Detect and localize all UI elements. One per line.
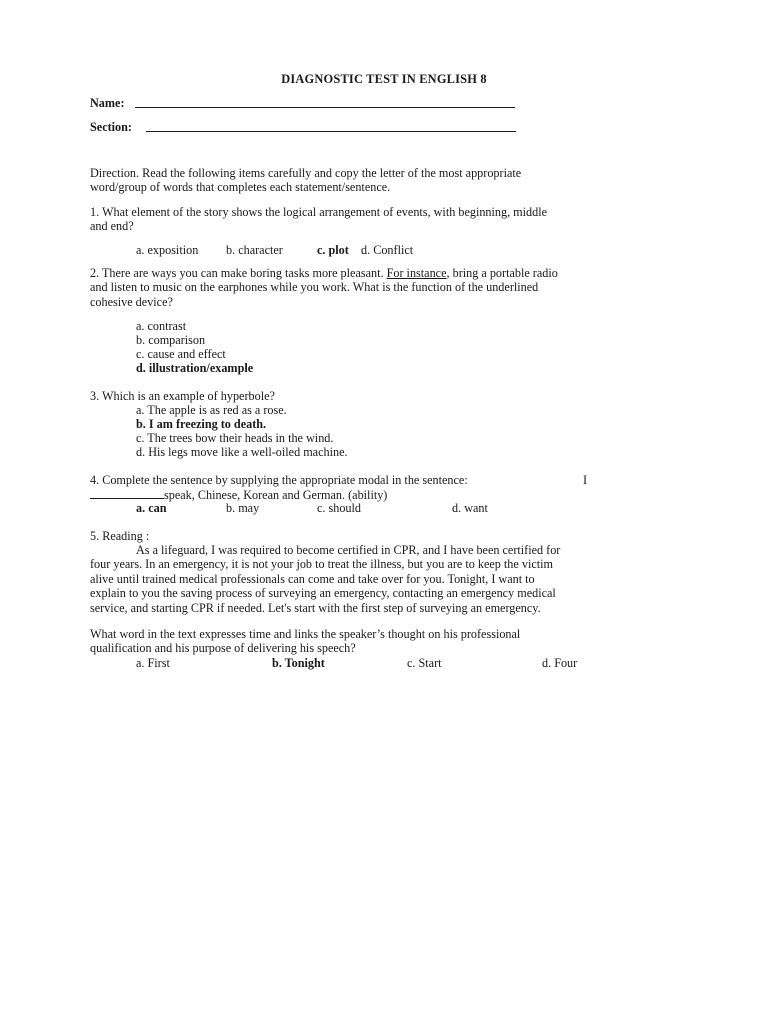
question-5-label: 5. Reading : — [90, 529, 150, 543]
q1-option-c: c. plot — [317, 243, 349, 257]
name-label: Name: — [90, 96, 125, 110]
question-3: 3. Which is an example of hyperbole? — [90, 389, 275, 403]
q2-underlined-device: For instance — [386, 266, 447, 280]
question-1-line: 1. What element of the story shows the logical arrangement of events, with beginning, middle — [90, 205, 548, 219]
name-blank-line — [135, 107, 515, 108]
section-blank-line — [146, 131, 516, 132]
passage-line: alive until trained medical professionals can come and take over for you. Tonight, I want to — [90, 571, 535, 586]
q5-option-d: d. Four — [542, 656, 578, 670]
q3-option-b: b. I am freezing to death. — [136, 417, 267, 431]
passage-line: explain to you the saving process of surveying an emergency, contacting an emergency medical — [90, 586, 556, 601]
passage-line: four years. In an emergency, it is not your job to treat the illness, but you are to keep the victim — [90, 557, 553, 572]
question-5-line: qualification and his purpose of delivering his speech? — [90, 641, 356, 656]
question-2-line — [90, 266, 650, 280]
direction-line: word/group of words that completes each statement/sentence. — [90, 180, 391, 195]
question-5 — [90, 627, 650, 656]
q2-text: 2. There are ways you can make boring tasks more pleasant. — [90, 266, 387, 280]
question-4: 4. Complete the sentence by supplying the appropriate modal in the sentence: — [90, 473, 468, 487]
section-label: Section: — [90, 120, 132, 134]
question-2-line: cohesive device? — [90, 294, 173, 309]
q1-option-b: b. character — [226, 243, 283, 257]
q4-option-b: b. may — [226, 501, 260, 515]
question-4-subject: I — [583, 473, 588, 487]
q2-option-a: a. contrast — [136, 319, 187, 333]
q4-option-c: c. should — [317, 501, 362, 515]
answer-blank — [90, 487, 164, 499]
q4-option-a: a. can — [136, 501, 167, 515]
q1-option-a: a. exposition — [136, 243, 199, 257]
question-2 — [90, 266, 650, 309]
q5-option-c: c. Start — [407, 656, 442, 670]
q3-option-d: d. His legs move like a well-oiled machine. — [136, 445, 348, 459]
page-title: DIAGNOSTIC TEST IN ENGLISH 8 — [281, 72, 487, 86]
q5-option-a: a. First — [136, 656, 170, 670]
passage-line: service, and starting CPR if needed. Let's start with the first step of surveying an emergency. — [90, 600, 541, 615]
q2-option-d: d. illustration/example — [136, 361, 254, 375]
q4-option-d: d. want — [452, 501, 488, 515]
q3-option-c: c. The trees bow their heads in the wind. — [136, 431, 334, 445]
question-1-line: and end? — [90, 219, 134, 234]
direction-line: Direction. Read the following items carefully and copy the letter of the most appropriate — [90, 166, 522, 180]
question-5-line: What word in the text expresses time and links the speaker’s thought on his professional — [90, 627, 521, 641]
direction-text — [90, 166, 650, 195]
q2-option-c: c. cause and effect — [136, 347, 226, 361]
q5-option-b: b. Tonight — [272, 656, 325, 670]
q2-text: , bring a portable radio — [446, 266, 558, 280]
question-1 — [90, 205, 650, 234]
reading-passage — [90, 543, 650, 615]
passage-line: As a lifeguard, I was required to become certified in CPR, and I have been certified for — [136, 543, 561, 557]
q1-option-d: d. Conflict — [361, 243, 414, 257]
q2-option-b: b. comparison — [136, 333, 206, 347]
q3-option-a: a. The apple is as red as a rose. — [136, 403, 287, 417]
q4-text: speak, Chinese, Korean and German. (ability) — [164, 488, 388, 502]
question-2-line: and listen to music on the earphones while you work. What is the function of the underlined — [90, 280, 539, 295]
